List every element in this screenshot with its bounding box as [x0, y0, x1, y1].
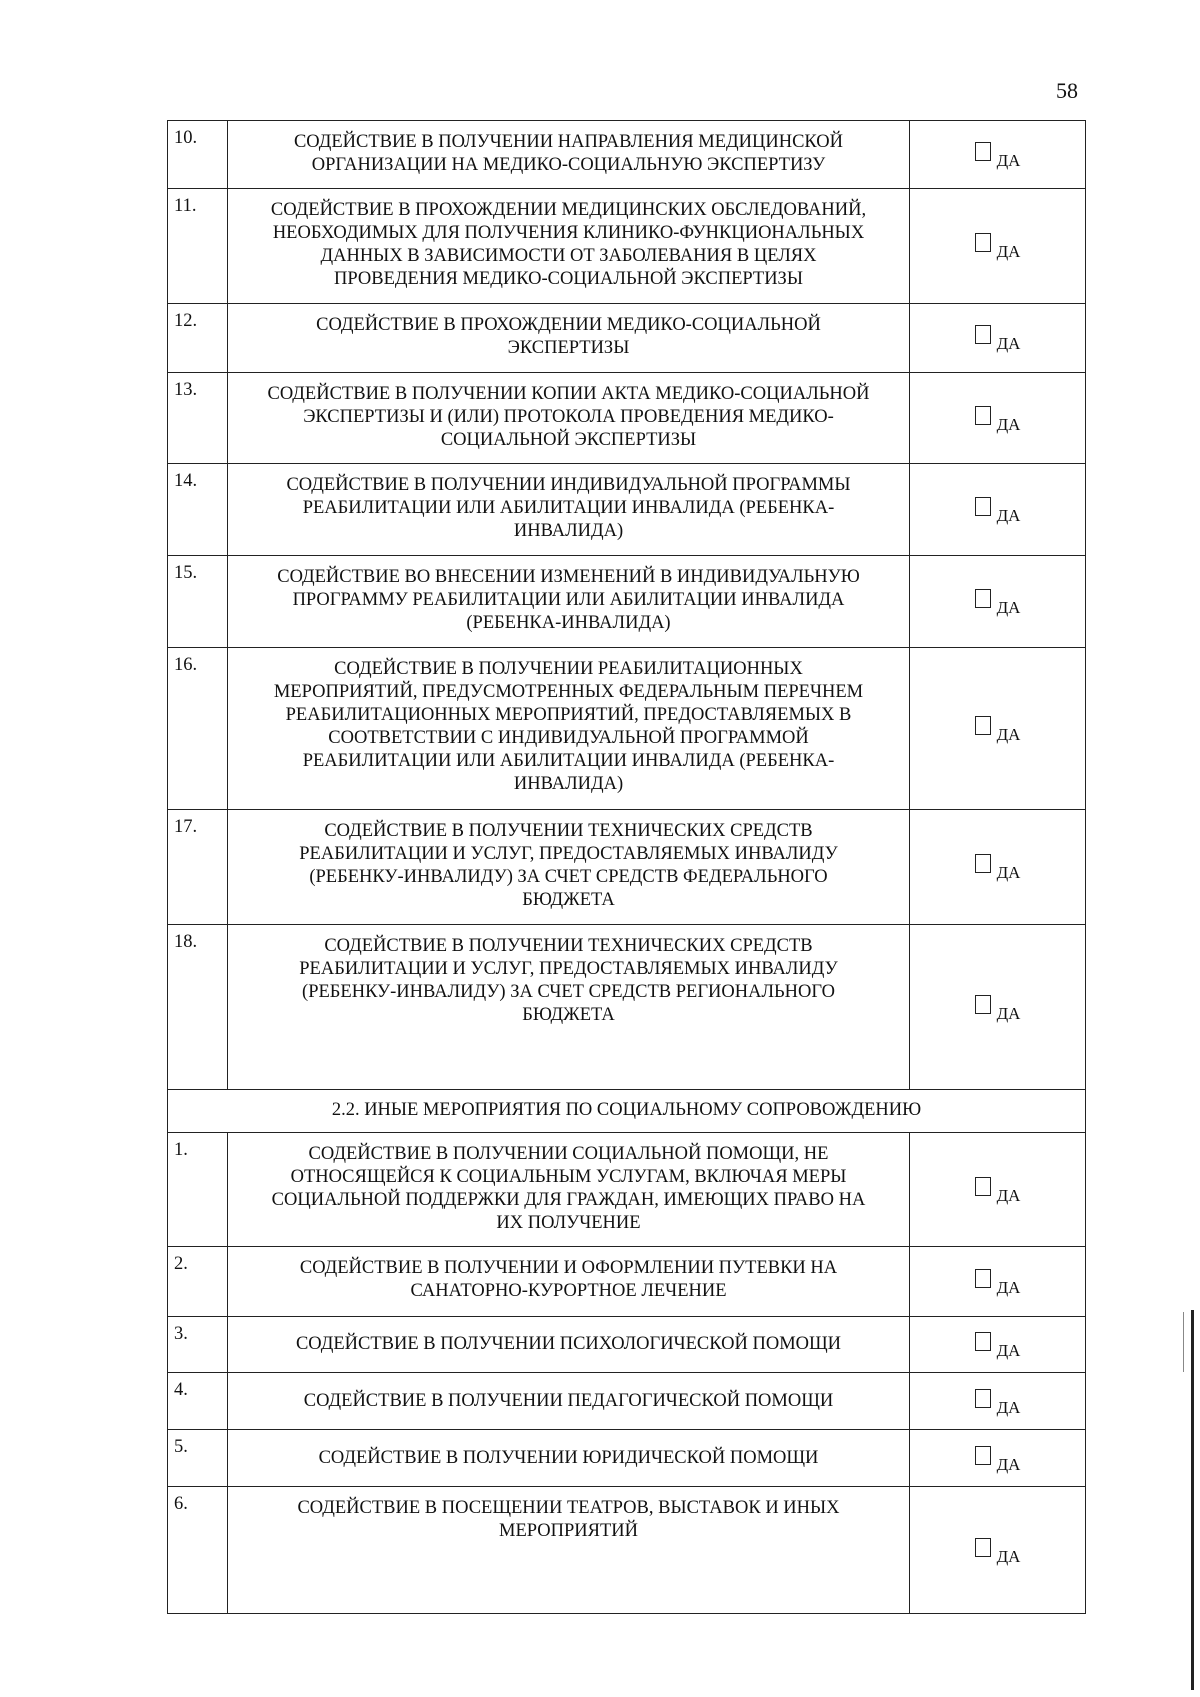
row-description: СОДЕЙСТВИЕ В ПОЛУЧЕНИИ ТЕХНИЧЕСКИХ СРЕДСТВ РЕАБИЛИТАЦИИ И УСЛУГ, ПРЕДОСТАВЛЯЕМЫХ ИНВАЛИДУ (РЕБЕНКУ-ИНВАЛИДУ) ЗА СЧЕТ СРЕДСТВ РЕГИОНАЛЬНОГО БЮДЖЕТА [228, 925, 910, 1090]
section-heading-row [168, 1089, 1086, 1132]
checkbox-icon[interactable] [975, 1446, 991, 1465]
checkbox-icon[interactable] [975, 1332, 991, 1351]
row-number: 11. [168, 189, 228, 304]
yes-checkbox[interactable]: ДА [910, 1247, 1086, 1317]
scan-edge-line [1191, 1310, 1194, 1690]
row-number: 13. [168, 372, 228, 463]
row-number: 14. [168, 464, 228, 555]
row-description: СОДЕЙСТВИЕ В ПОЛУЧЕНИИ НАПРАВЛЕНИЯ МЕДИЦИНСКОЙ ОРГАНИЗАЦИИ НА МЕДИКО-СОЦИАЛЬНУЮ ЭКСПЕРТИЗУ [228, 121, 910, 189]
yes-checkbox[interactable]: ДА [910, 464, 1086, 555]
yes-checkbox[interactable]: ДА [910, 1132, 1086, 1247]
yes-checkbox[interactable]: ДА [910, 555, 1086, 647]
row-description: СОДЕЙСТВИЕ В ПОЛУЧЕНИИ И ОФОРМЛЕНИИ ПУТЕВКИ НА САНАТОРНО-КУРОРТНОЕ ЛЕЧЕНИЕ [228, 1247, 910, 1317]
yes-checkbox[interactable]: ДА [910, 303, 1086, 372]
checkbox-icon[interactable] [975, 1269, 991, 1288]
row-number: 2. [168, 1247, 228, 1317]
checkbox-icon[interactable] [975, 325, 991, 344]
table-row [168, 1132, 1086, 1247]
table-row [168, 1487, 1086, 1614]
checkbox-icon[interactable] [975, 589, 991, 608]
yes-checkbox[interactable]: ДА [910, 189, 1086, 304]
table-row [168, 303, 1086, 372]
row-description: СОДЕЙСТВИЕ В ПОСЕЩЕНИИ ТЕАТРОВ, ВЫСТАВОК И ИНЫХ МЕРОПРИЯТИЙ [228, 1487, 910, 1614]
checkbox-icon[interactable] [975, 716, 991, 735]
row-number: 16. [168, 648, 228, 809]
row-number: 15. [168, 555, 228, 647]
yes-checkbox[interactable]: ДА [910, 1487, 1086, 1614]
checkbox-icon[interactable] [975, 142, 991, 161]
row-description: СОДЕЙСТВИЕ В ПОЛУЧЕНИИ ПСИХОЛОГИЧЕСКОЙ ПОМОЩИ [228, 1317, 910, 1373]
table-row [168, 464, 1086, 555]
table-row [168, 925, 1086, 1090]
yes-checkbox[interactable]: ДА [910, 809, 1086, 925]
checkbox-icon[interactable] [975, 1389, 991, 1408]
checkbox-icon[interactable] [975, 406, 991, 425]
yes-checkbox[interactable]: ДА [910, 121, 1086, 189]
checkbox-icon[interactable] [975, 497, 991, 516]
table-row [168, 121, 1086, 189]
checkbox-icon[interactable] [975, 233, 991, 252]
table-row [168, 648, 1086, 809]
yes-checkbox[interactable]: ДА [910, 372, 1086, 463]
table-row [168, 1430, 1086, 1487]
row-number: 10. [168, 121, 228, 189]
row-description: СОДЕЙСТВИЕ В ПОЛУЧЕНИИ КОПИИ АКТА МЕДИКО-СОЦИАЛЬНОЙ ЭКСПЕРТИЗЫ И (ИЛИ) ПРОТОКОЛА ПРОВЕДЕНИЯ МЕДИКО- СОЦИАЛЬНОЙ ЭКСПЕРТИЗЫ [228, 372, 910, 463]
table-row [168, 1317, 1086, 1373]
table-row [168, 372, 1086, 463]
row-description: СОДЕЙСТВИЕ В ПОЛУЧЕНИИ ЮРИДИЧЕСКОЙ ПОМОЩИ [228, 1430, 910, 1487]
table-row [168, 1373, 1086, 1430]
row-number: 12. [168, 303, 228, 372]
row-description: СОДЕЙСТВИЕ В ПОЛУЧЕНИИ РЕАБИЛИТАЦИОННЫХ МЕРОПРИЯТИЙ, ПРЕДУСМОТРЕННЫХ ФЕДЕРАЛЬНЫМ ПЕРЕЧНЕМ РЕАБИЛИТАЦИОННЫХ МЕРОПРИЯТИЙ, ПРЕДОСТАВЛЯЕМЫХ В СООТВЕТСТВИИ С ИНДИВИДУАЛЬНОЙ ПРОГРАММОЙ РЕАБИЛИТАЦИИ ИЛИ АБИЛИТАЦИИ ИНВАЛИДА (РЕБЕНКА- ИНВАЛИДА) [228, 648, 910, 809]
row-number: 18. [168, 925, 228, 1090]
row-number: 3. [168, 1317, 228, 1373]
yes-checkbox[interactable]: ДА [910, 1373, 1086, 1430]
checkbox-icon[interactable] [975, 854, 991, 873]
row-number: 4. [168, 1373, 228, 1430]
row-number: 1. [168, 1132, 228, 1247]
row-description: СОДЕЙСТВИЕ В ПОЛУЧЕНИИ ПЕДАГОГИЧЕСКОЙ ПОМОЩИ [228, 1373, 910, 1430]
yes-checkbox[interactable]: ДА [910, 1317, 1086, 1373]
row-description: СОДЕЙСТВИЕ В ПОЛУЧЕНИИ ИНДИВИДУАЛЬНОЙ ПРОГРАММЫ РЕАБИЛИТАЦИИ ИЛИ АБИЛИТАЦИИ ИНВАЛИДА (РЕБЕНКА- ИНВАЛИДА) [228, 464, 910, 555]
row-description: СОДЕЙСТВИЕ В ПОЛУЧЕНИИ СОЦИАЛЬНОЙ ПОМОЩИ, НЕ ОТНОСЯЩЕЙСЯ К СОЦИАЛЬНЫМ УСЛУГАМ, ВКЛЮЧАЯ МЕРЫ СОЦИАЛЬНОЙ ПОДДЕРЖКИ ДЛЯ ГРАЖДАН, ИМЕЮЩИХ ПРАВО НА ИХ ПОЛУЧЕНИЕ [228, 1132, 910, 1247]
yes-checkbox[interactable]: ДА [910, 648, 1086, 809]
checkbox-icon[interactable] [975, 995, 991, 1014]
scan-edge-line [1183, 1312, 1184, 1372]
section-title: 2.2. ИНЫЕ МЕРОПРИЯТИЯ ПО СОЦИАЛЬНОМУ СОПРОВОЖДЕНИЮ [168, 1089, 1086, 1132]
yes-checkbox[interactable]: ДА [910, 925, 1086, 1090]
row-number: 6. [168, 1487, 228, 1614]
yes-checkbox[interactable]: ДА [910, 1430, 1086, 1487]
table-row [168, 1247, 1086, 1317]
services-table [167, 120, 1086, 1614]
row-description: СОДЕЙСТВИЕ ВО ВНЕСЕНИИ ИЗМЕНЕНИЙ В ИНДИВИДУАЛЬНУЮ ПРОГРАММУ РЕАБИЛИТАЦИИ ИЛИ АБИЛИТАЦИИ ИНВАЛИДА (РЕБЕНКА-ИНВАЛИДА) [228, 555, 910, 647]
checkbox-icon[interactable] [975, 1538, 991, 1557]
checkbox-icon[interactable] [975, 1177, 991, 1196]
page-number: 58 [1056, 78, 1078, 103]
row-description: СОДЕЙСТВИЕ В ПРОХОЖДЕНИИ МЕДИЦИНСКИХ ОБСЛЕДОВАНИЙ, НЕОБХОДИМЫХ ДЛЯ ПОЛУЧЕНИЯ КЛИНИКО-ФУНКЦИОНАЛЬНЫХ ДАННЫХ В ЗАВИСИМОСТИ ОТ ЗАБОЛЕВАНИЯ В ЦЕЛЯХ ПРОВЕДЕНИЯ МЕДИКО-СОЦИАЛЬНОЙ ЭКСПЕРТИЗЫ [228, 189, 910, 304]
row-description: СОДЕЙСТВИЕ В ПОЛУЧЕНИИ ТЕХНИЧЕСКИХ СРЕДСТВ РЕАБИЛИТАЦИИ И УСЛУГ, ПРЕДОСТАВЛЯЕМЫХ ИНВАЛИДУ (РЕБЕНКУ-ИНВАЛИДУ) ЗА СЧЕТ СРЕДСТВ ФЕДЕРАЛЬНОГО БЮДЖЕТА [228, 809, 910, 925]
table-row [168, 809, 1086, 925]
row-description: СОДЕЙСТВИЕ В ПРОХОЖДЕНИИ МЕДИКО-СОЦИАЛЬНОЙ ЭКСПЕРТИЗЫ [228, 303, 910, 372]
table-row [168, 555, 1086, 647]
row-number: 17. [168, 809, 228, 925]
table-row [168, 189, 1086, 304]
row-number: 5. [168, 1430, 228, 1487]
